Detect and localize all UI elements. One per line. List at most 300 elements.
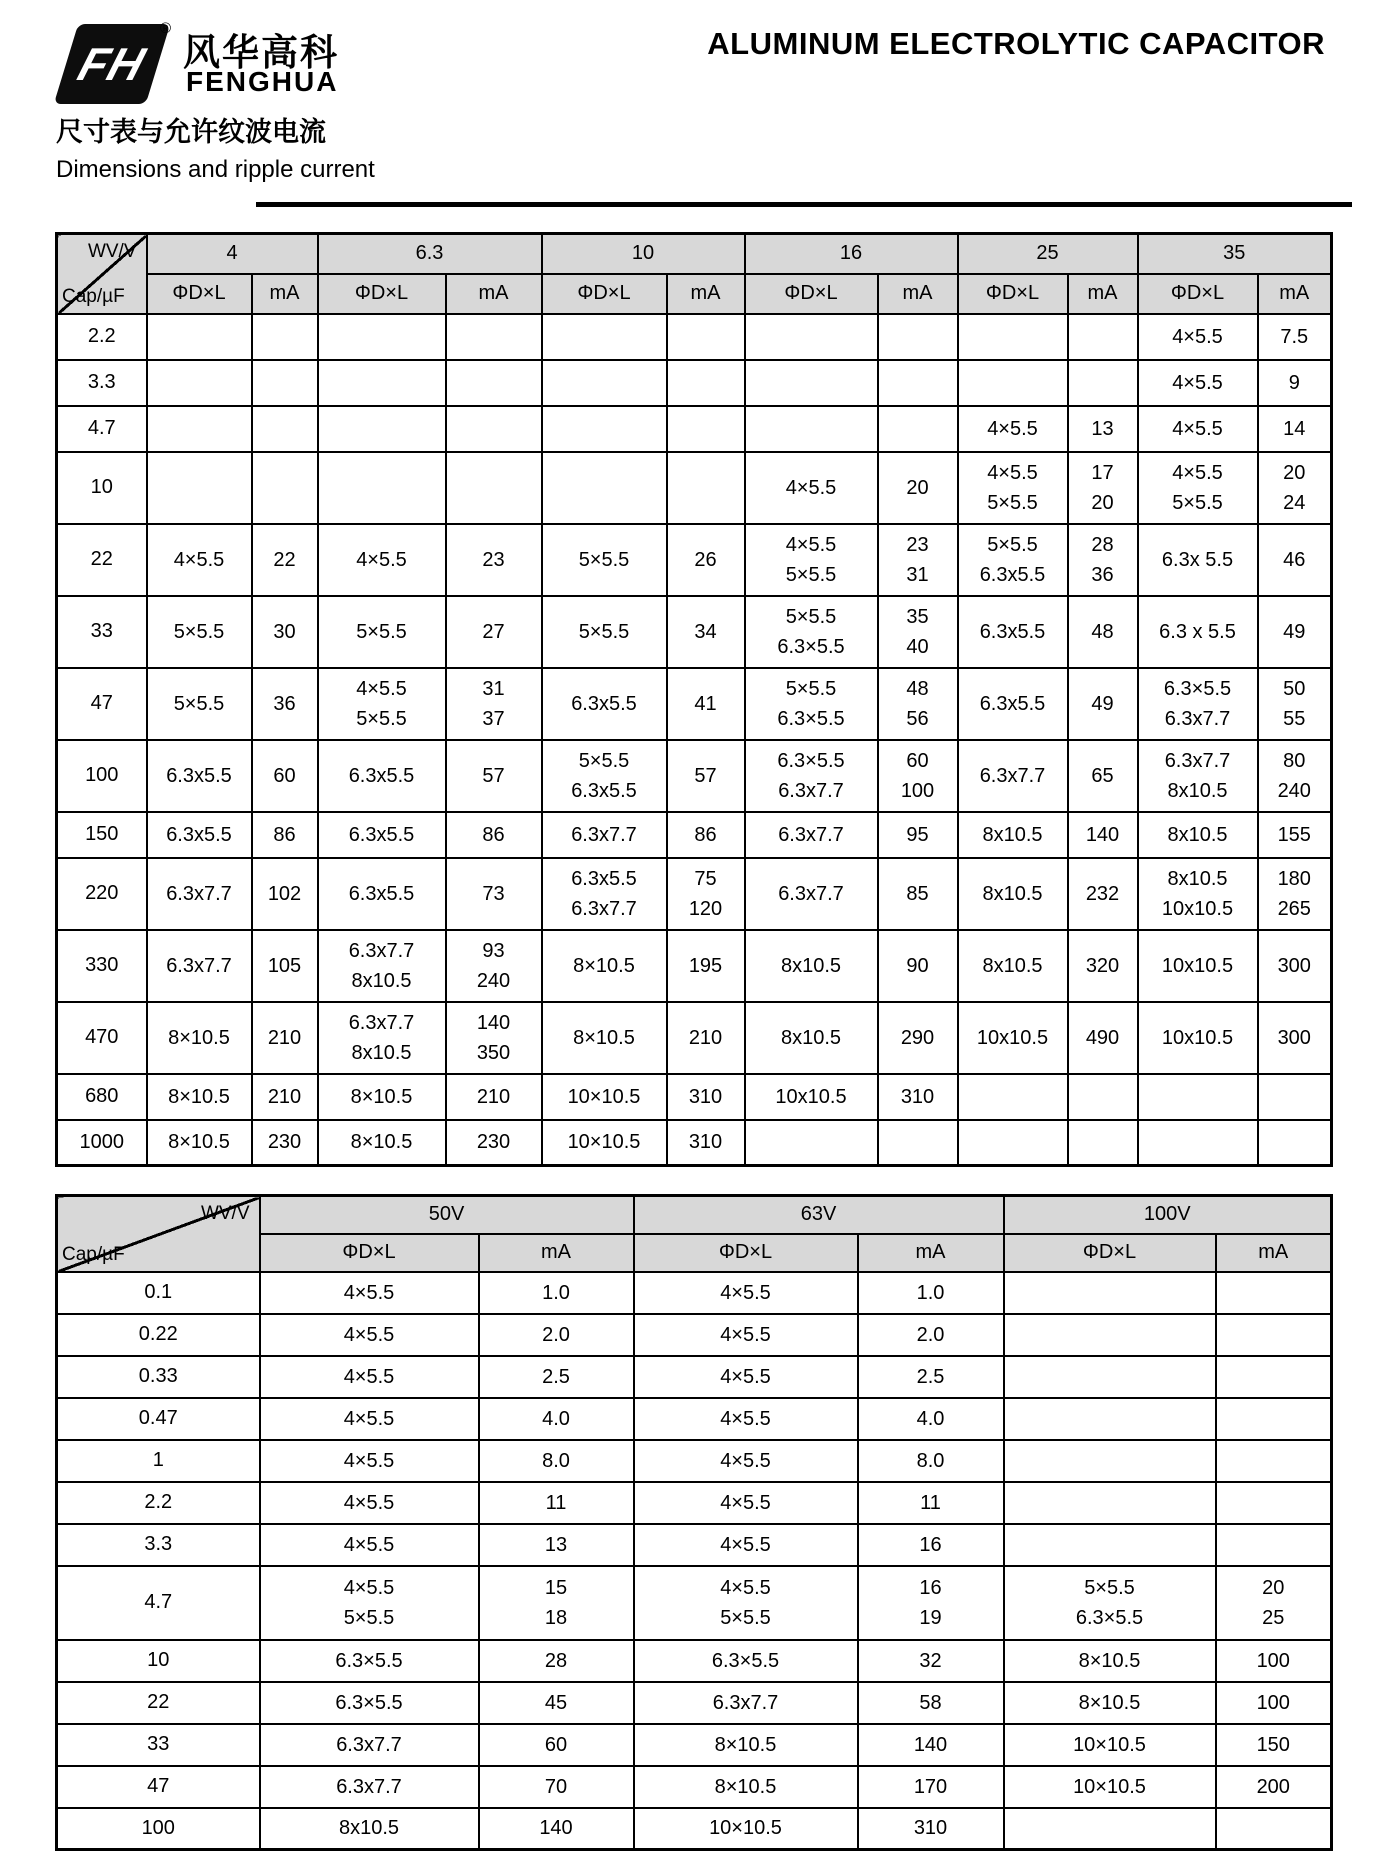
dim-cell-50V	[260, 1482, 479, 1524]
ma-cell-25	[1068, 596, 1138, 668]
cell-line: 6.3×5.5	[777, 749, 845, 772]
cell-line: 45	[544, 1691, 568, 1714]
corner-label-cap: Cap/µF	[62, 1243, 125, 1265]
dim-cell-35	[1138, 524, 1258, 596]
cell-line: 20	[906, 476, 929, 499]
dim-cell-25	[958, 360, 1068, 406]
cell-line: 5×5.5	[987, 491, 1038, 514]
cell-line: 4×5.5	[1172, 371, 1223, 394]
sub-header-ma: mA	[1216, 1234, 1332, 1272]
dim-cell-4	[147, 596, 252, 668]
cell-line: 6.3×5.5	[711, 1649, 780, 1672]
ma-cell-63V	[858, 1566, 1004, 1640]
ma-cell-16	[878, 930, 958, 1002]
cell-line: 24	[1283, 491, 1306, 514]
ma-cell-35	[1258, 314, 1332, 360]
ma-cell-16	[878, 406, 958, 452]
cell-line: 265	[1277, 897, 1311, 920]
dim-cell-100V	[1004, 1724, 1216, 1766]
cap-value-cell: 47	[57, 668, 147, 740]
cell-line: 23	[482, 548, 505, 571]
cap-value-cell: 4.7	[57, 406, 147, 452]
ma-cell-35	[1258, 360, 1332, 406]
table-row-cap-33	[57, 1724, 1332, 1766]
cell-line: 6.3×5.5	[777, 635, 845, 658]
cell-line: 31	[906, 563, 929, 586]
dim-cell-6.3	[318, 1120, 446, 1166]
cell-line: 1.0	[916, 1281, 945, 1304]
dim-cell-16	[745, 668, 878, 740]
cell-line: 350	[476, 1041, 511, 1064]
cell-line: 4×5.5	[173, 548, 225, 571]
cap-value-cell: 22	[57, 524, 147, 596]
ma-cell-16	[878, 812, 958, 858]
cell-line: 6.3x7.7	[778, 779, 844, 802]
sub-header-dxl: ΦD×L	[147, 274, 252, 314]
cell-line: 6.3×5.5	[1075, 1606, 1144, 1629]
ma-cell-6.3	[446, 740, 542, 812]
corner-label-wvv: WV/V	[87, 241, 137, 262]
cell-line: 8×10.5	[573, 954, 635, 977]
dim-cell-10	[542, 1002, 667, 1074]
dim-cell-4	[147, 452, 252, 524]
ma-cell-25	[1068, 740, 1138, 812]
dim-cell-4	[147, 406, 252, 452]
cell-line: 48	[906, 677, 929, 700]
dim-cell-6.3	[318, 1074, 446, 1120]
cell-line: 5×5.5	[173, 692, 225, 715]
ma-cell-25	[1068, 668, 1138, 740]
ma-cell-16	[878, 740, 958, 812]
cell-line: 4×5.5	[343, 1576, 395, 1599]
cell-line: 4×5.5	[343, 1533, 395, 1556]
cap-value-cell: 0.47	[57, 1398, 260, 1440]
ma-cell-35	[1258, 452, 1332, 524]
dim-cell-100V	[1004, 1524, 1216, 1566]
table-row-cap-33	[57, 596, 1332, 668]
ma-cell-10	[667, 668, 745, 740]
ma-cell-63V	[858, 1724, 1004, 1766]
table-row-cap-1000	[57, 1120, 1332, 1166]
cell-line: 19	[919, 1606, 942, 1629]
dim-cell-50V	[260, 1808, 479, 1850]
cell-line: 6.3x5.5	[348, 882, 415, 905]
dim-cell-10	[542, 930, 667, 1002]
cell-line: 320	[1085, 954, 1120, 977]
cell-line: 23	[906, 533, 929, 556]
dim-cell-4	[147, 858, 252, 930]
cell-line: 18	[544, 1606, 568, 1629]
dim-cell-6.3	[318, 668, 446, 740]
cell-line: 50	[1283, 677, 1306, 700]
ma-cell-16	[878, 524, 958, 596]
dim-cell-50V	[260, 1440, 479, 1482]
cell-line: 240	[476, 969, 511, 992]
cap-value-cell: 100	[57, 1808, 260, 1850]
ma-cell-6.3	[446, 930, 542, 1002]
cell-line: 155	[1277, 823, 1311, 846]
cell-line: 56	[906, 707, 929, 730]
ma-cell-6.3	[446, 596, 542, 668]
dim-cell-4	[147, 930, 252, 1002]
cell-line: 4.0	[916, 1407, 945, 1430]
table-row-cap-3.3	[57, 1524, 1332, 1566]
cell-line: 6.3×5.5	[335, 1691, 403, 1714]
cell-line: 11	[545, 1491, 567, 1514]
dim-cell-10	[542, 452, 667, 524]
cell-line: 8x10.5	[338, 1817, 400, 1840]
dim-cell-63V	[634, 1808, 858, 1850]
cell-line: 8x10.5	[982, 954, 1043, 977]
cell-line: 6.3x5.5	[979, 620, 1046, 643]
cell-line: 140	[539, 1817, 573, 1840]
ma-cell-63V	[858, 1682, 1004, 1724]
cell-line: 10x10.5	[775, 1085, 847, 1108]
cell-line: 232	[1085, 882, 1120, 905]
cell-line: 86	[482, 823, 505, 846]
dim-cell-4	[147, 1120, 252, 1166]
ma-cell-50V	[479, 1440, 634, 1482]
dim-cell-4	[147, 360, 252, 406]
cell-line: 17	[1091, 461, 1114, 484]
cell-line: 37	[482, 707, 505, 730]
dim-cell-16	[745, 524, 878, 596]
cell-line: 57	[694, 764, 717, 787]
voltage-header-35: 35	[1138, 234, 1332, 274]
dim-cell-50V	[260, 1566, 479, 1640]
cell-line: 8x10.5	[351, 969, 412, 992]
ma-cell-50V	[479, 1808, 634, 1850]
cell-line: 5×5.5	[785, 563, 837, 586]
cell-line: 9	[1288, 371, 1300, 394]
cell-line: 4×5.5	[343, 1323, 395, 1346]
table-row-cap-0.33	[57, 1356, 1332, 1398]
ma-cell-6.3	[446, 812, 542, 858]
cell-line: 35	[906, 605, 929, 628]
ma-cell-10	[667, 452, 745, 524]
cell-line: 10x10.5	[1161, 1026, 1234, 1049]
corner-label-wvv: WV/V	[200, 1203, 250, 1224]
cell-line: 4×5.5	[343, 1449, 395, 1472]
cell-line: 22	[273, 548, 296, 571]
dim-cell-63V	[634, 1766, 858, 1808]
cell-line: 4×5.5	[987, 461, 1038, 484]
table-row-cap-22	[57, 1682, 1332, 1724]
cell-line: 41	[694, 692, 717, 715]
cell-line: 10×10.5	[567, 1131, 641, 1154]
cell-line: 100	[1256, 1649, 1290, 1672]
ma-cell-35	[1258, 1120, 1332, 1166]
voltage-header-4: 4	[147, 234, 318, 274]
cell-line: 4×5.5	[720, 1491, 771, 1514]
cell-line: 8×10.5	[168, 1026, 230, 1049]
table-row-cap-10	[57, 1640, 1332, 1682]
cell-line: 80	[1283, 749, 1306, 772]
sub-header-ma: mA	[667, 274, 745, 314]
sub-header-ma: mA	[479, 1234, 634, 1272]
ma-cell-6.3	[446, 1074, 542, 1120]
ma-cell-4	[252, 1074, 318, 1120]
dim-cell-100V	[1004, 1808, 1216, 1850]
ma-cell-35	[1258, 1002, 1332, 1074]
cap-value-cell: 3.3	[57, 360, 147, 406]
dim-cell-4	[147, 812, 252, 858]
cell-line: 16	[919, 1533, 942, 1556]
cell-line: 13	[1091, 417, 1114, 440]
cell-line: 5×5.5	[356, 620, 407, 643]
ma-cell-16	[878, 858, 958, 930]
ma-cell-100V	[1216, 1482, 1332, 1524]
cap-value-cell: 0.33	[57, 1356, 260, 1398]
sub-header-ma: mA	[858, 1234, 1004, 1272]
sub-header-dxl: ΦD×L	[958, 274, 1068, 314]
cell-line: 6.3x 5.5	[1161, 548, 1234, 571]
logo-name-english: FENGHUA	[186, 66, 339, 97]
table-row-cap-4.7	[57, 406, 1332, 452]
cell-line: 5×5.5	[578, 548, 630, 571]
ma-cell-25	[1068, 812, 1138, 858]
sub-header-ma: mA	[446, 274, 542, 314]
cell-line: 8×10.5	[350, 1131, 413, 1154]
cell-line: 86	[273, 823, 296, 846]
dim-cell-100V	[1004, 1398, 1216, 1440]
dim-cell-4	[147, 1074, 252, 1120]
dim-cell-63V	[634, 1566, 858, 1640]
ma-cell-16	[878, 360, 958, 406]
dim-cell-25	[958, 1120, 1068, 1166]
dim-cell-16	[745, 812, 878, 858]
cell-line: 4×5.5	[343, 1365, 395, 1388]
dim-cell-16	[745, 406, 878, 452]
cell-line: 4×5.5	[720, 1365, 771, 1388]
cell-line: 60	[544, 1733, 568, 1756]
dim-cell-50V	[260, 1766, 479, 1808]
dim-cell-10	[542, 858, 667, 930]
sub-header-dxl: ΦD×L	[260, 1234, 479, 1272]
cell-line: 28	[544, 1649, 568, 1672]
dim-cell-63V	[634, 1440, 858, 1482]
cell-line: 8×10.5	[168, 1131, 230, 1154]
cell-line: 15	[544, 1576, 568, 1599]
ma-cell-6.3	[446, 524, 542, 596]
cell-line: 4×5.5	[1172, 325, 1223, 348]
dim-cell-63V	[634, 1398, 858, 1440]
ma-cell-10	[667, 1074, 745, 1120]
cell-line: 8x10.5	[1167, 823, 1228, 846]
ma-cell-25	[1068, 930, 1138, 1002]
fenghua-logo-monogram: FH	[72, 38, 152, 90]
cell-line: 40	[906, 635, 929, 658]
ma-cell-35	[1258, 858, 1332, 930]
dim-cell-6.3	[318, 1002, 446, 1074]
dim-cell-50V	[260, 1524, 479, 1566]
voltage-header-16: 16	[745, 234, 958, 274]
cell-line: 300	[1277, 1026, 1311, 1049]
cap-value-cell: 10	[57, 452, 147, 524]
cap-value-cell: 47	[57, 1766, 260, 1808]
dim-cell-6.3	[318, 524, 446, 596]
ma-cell-6.3	[446, 452, 542, 524]
ma-cell-50V	[479, 1356, 634, 1398]
table-row-cap-47	[57, 1766, 1332, 1808]
dim-cell-10	[542, 668, 667, 740]
dim-cell-100V	[1004, 1566, 1216, 1640]
dim-cell-16	[745, 314, 878, 360]
ma-cell-100V	[1216, 1808, 1332, 1850]
ma-cell-10	[667, 406, 745, 452]
dim-cell-63V	[634, 1314, 858, 1356]
voltage-header-10: 10	[542, 234, 745, 274]
dim-cell-35	[1138, 930, 1258, 1002]
cell-line: 6.3x7.7	[1164, 749, 1231, 772]
cell-line: 10x10.5	[976, 1026, 1049, 1049]
cell-line: 6.3x5.5	[571, 779, 637, 802]
sub-header-dxl: ΦD×L	[1138, 274, 1258, 314]
ma-cell-6.3	[446, 314, 542, 360]
ma-cell-63V	[858, 1314, 1004, 1356]
dim-cell-16	[745, 740, 878, 812]
cell-line: 1.0	[542, 1281, 570, 1304]
ma-cell-16	[878, 1074, 958, 1120]
dim-cell-25	[958, 524, 1068, 596]
cell-line: 6.3x5.5	[571, 867, 637, 890]
ma-cell-16	[878, 596, 958, 668]
dim-cell-4	[147, 668, 252, 740]
cell-line: 4×5.5	[785, 476, 837, 499]
ma-cell-16	[878, 1002, 958, 1074]
ma-cell-100V	[1216, 1356, 1332, 1398]
cell-line: 210	[267, 1026, 302, 1049]
cell-line: 65	[1091, 764, 1114, 787]
cell-line: 57	[482, 764, 505, 787]
ma-cell-63V	[858, 1398, 1004, 1440]
ma-cell-4	[252, 668, 318, 740]
table-row-cap-47	[57, 668, 1332, 740]
cell-line: 4×5.5	[356, 548, 407, 571]
cell-line: 4×5.5	[343, 1491, 395, 1514]
dim-cell-10	[542, 406, 667, 452]
cell-line: 5×5.5	[987, 533, 1038, 556]
ma-cell-10	[667, 314, 745, 360]
voltage-header-100V: 100V	[1004, 1196, 1332, 1234]
cell-line: 120	[688, 897, 723, 920]
table-row-cap-22	[57, 524, 1332, 596]
section-title-chinese: 尺寸表与允许纹波电流	[56, 117, 326, 147]
ma-cell-4	[252, 406, 318, 452]
cell-line: 290	[900, 1026, 935, 1049]
dim-cell-10	[542, 812, 667, 858]
ma-cell-50V	[479, 1482, 634, 1524]
cell-line: 180	[1277, 867, 1311, 890]
cell-line: 195	[688, 954, 723, 977]
dim-cell-16	[745, 1002, 878, 1074]
ma-cell-4	[252, 930, 318, 1002]
cell-line: 5×5.5	[578, 620, 630, 643]
cell-line: 14	[1283, 417, 1306, 440]
cell-line: 8×10.5	[714, 1733, 777, 1756]
ma-cell-63V	[858, 1482, 1004, 1524]
cap-value-cell: 10	[57, 1640, 260, 1682]
dim-cell-10	[542, 1074, 667, 1120]
cell-line: 6.3x7.7	[166, 882, 232, 905]
dim-cell-6.3	[318, 596, 446, 668]
cell-line: 100	[900, 779, 935, 802]
cell-line: 36	[273, 692, 296, 715]
cell-line: 5×5.5	[343, 1606, 395, 1629]
corner-header-cell	[57, 234, 147, 314]
ma-cell-100V	[1216, 1398, 1332, 1440]
ma-cell-50V	[479, 1766, 634, 1808]
cell-line: 27	[482, 620, 505, 643]
table-row-cap-220	[57, 858, 1332, 930]
cell-line: 6.3x7.7	[348, 1011, 415, 1034]
cell-line: 5×5.5	[1172, 491, 1223, 514]
dim-cell-16	[745, 360, 878, 406]
dim-cell-35	[1138, 406, 1258, 452]
cell-line: 36	[1091, 563, 1114, 586]
cell-line: 8x10.5	[351, 1041, 412, 1064]
dim-cell-10	[542, 740, 667, 812]
ma-cell-35	[1258, 812, 1332, 858]
dim-cell-50V	[260, 1640, 479, 1682]
ma-cell-63V	[858, 1524, 1004, 1566]
dim-cell-100V	[1004, 1440, 1216, 1482]
cell-line: 46	[1283, 548, 1306, 571]
dim-cell-10	[542, 360, 667, 406]
dim-cell-16	[745, 596, 878, 668]
cell-line: 4×5.5	[343, 1281, 395, 1304]
cell-line: 310	[913, 1817, 948, 1840]
table-row-cap-4.7	[57, 1566, 1332, 1640]
ma-cell-35	[1258, 406, 1332, 452]
table-row-cap-100	[57, 740, 1332, 812]
cell-line: 8×10.5	[714, 1775, 777, 1798]
cap-value-cell: 0.1	[57, 1272, 260, 1314]
ma-cell-35	[1258, 930, 1332, 1002]
cap-value-cell: 220	[57, 858, 147, 930]
dim-cell-35	[1138, 360, 1258, 406]
cell-line: 6.3x7.7	[336, 1733, 402, 1756]
ma-cell-25	[1068, 360, 1138, 406]
ma-cell-63V	[858, 1766, 1004, 1808]
cell-line: 6.3x5.5	[348, 823, 415, 846]
cell-line: 6.3x7.7	[778, 882, 844, 905]
dim-cell-50V	[260, 1724, 479, 1766]
cell-line: 8x10.5	[982, 882, 1043, 905]
dim-cell-25	[958, 406, 1068, 452]
dim-cell-6.3	[318, 740, 446, 812]
document-title: ALUMINUM ELECTROLYTIC CAPACITOR	[707, 26, 1325, 61]
dim-cell-35	[1138, 1002, 1258, 1074]
dim-cell-100V	[1004, 1482, 1216, 1524]
sub-header-dxl: ΦD×L	[634, 1234, 858, 1272]
cell-line: 6.3x5.5	[348, 764, 415, 787]
fenghua-logo-icon	[54, 24, 170, 104]
cell-line: 6.3x7.7	[166, 954, 232, 977]
cell-line: 6.3x7.7	[348, 939, 415, 962]
cell-line: 2.0	[542, 1323, 570, 1346]
cell-line: 70	[544, 1775, 568, 1798]
ma-cell-25	[1068, 452, 1138, 524]
dim-cell-35	[1138, 740, 1258, 812]
table-row-cap-100	[57, 1808, 1332, 1850]
ma-cell-50V	[479, 1682, 634, 1724]
cell-line: 8x10.5	[780, 1026, 842, 1049]
ma-cell-100V	[1216, 1566, 1332, 1640]
cell-line: 11	[920, 1491, 941, 1514]
dim-cell-100V	[1004, 1640, 1216, 1682]
dim-cell-63V	[634, 1524, 858, 1566]
